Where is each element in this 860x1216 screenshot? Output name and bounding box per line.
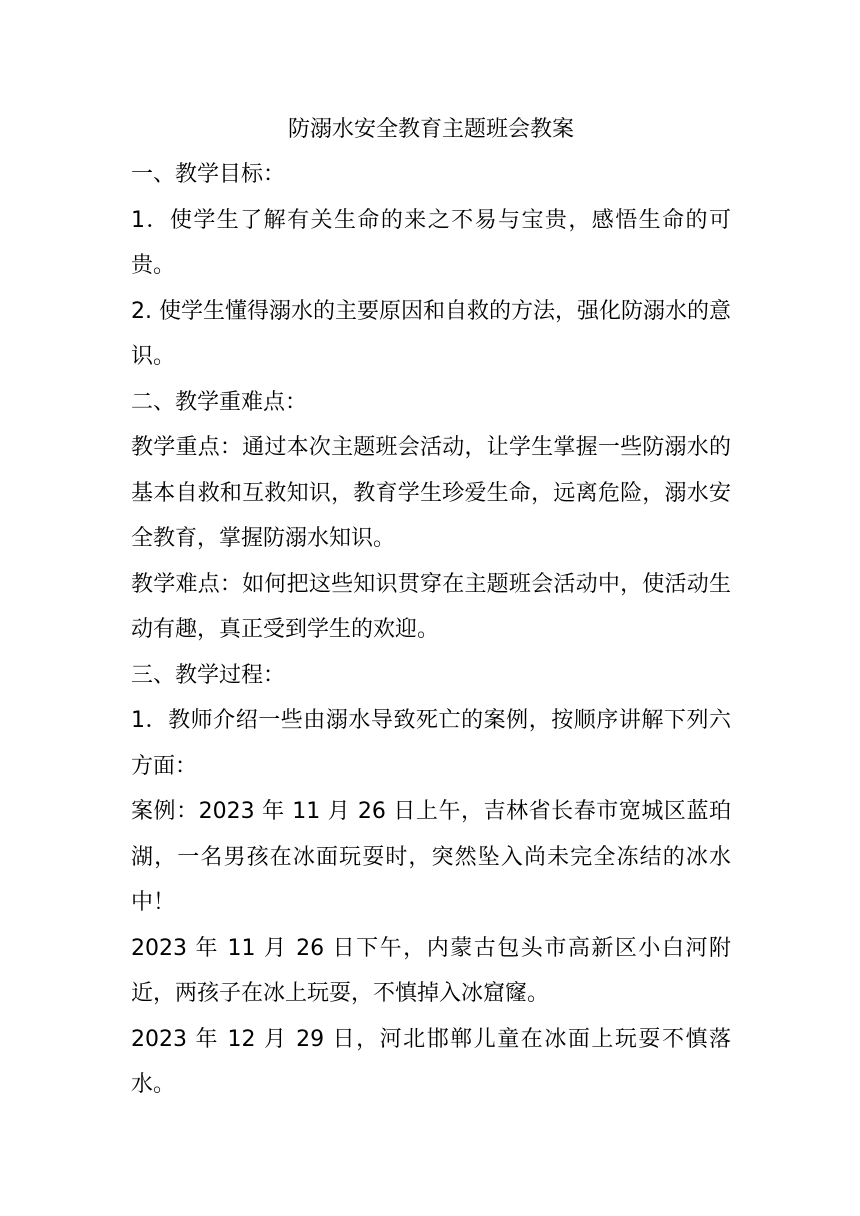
key-point-paragraph: 教学重点：通过本次主题班会活动，让学生掌握一些防溺水的基本自救和互救知识，教育学生珍爱生命，远离危险，溺水安全教育，掌握防溺水知识。 <box>131 435 731 551</box>
objective-item-1: 1．使学生了解有关生命的来之不易与宝贵，感悟生命的可贵。 <box>131 207 731 278</box>
case-paragraph-2: 2023 年 11 月 26 日下午，内蒙古包头市高新区小白河附近，两孩子在冰上玩耍，不慎掉入冰窟窿。 <box>131 935 731 1006</box>
process-step-1: 1．教师介绍一些由溺水导致死亡的案例，按顺序讲解下列六方面： <box>131 708 731 779</box>
objective-item-2: 2. 使学生懂得溺水的主要原因和自救的方法，强化防溺水的意识。 <box>131 298 731 369</box>
document-title: 防溺水安全教育主题班会教案 <box>287 117 574 142</box>
document-body <box>131 108 731 1108</box>
section-heading-key-points: 二、教学重难点： <box>131 389 308 415</box>
section-heading-process: 三、教学过程： <box>131 662 286 688</box>
case-paragraph-3: 2023 年 12 月 29 日，河北邯郸儿童在冰面上玩耍不慎落水。 <box>131 1026 731 1097</box>
case-paragraph-1: 案例：2023 年 11 月 26 日上午，吉林省长春市宽城区蓝珀湖，一名男孩在冰面玩耍时，突然坠入尚未完全冻结的冰水中！ <box>131 799 731 915</box>
difficulty-paragraph: 教学难点：如何把这些知识贯穿在主题班会活动中，使活动生动有趣，真正受到学生的欢迎。 <box>131 571 731 642</box>
section-heading-objectives: 一、教学目标： <box>131 162 286 187</box>
